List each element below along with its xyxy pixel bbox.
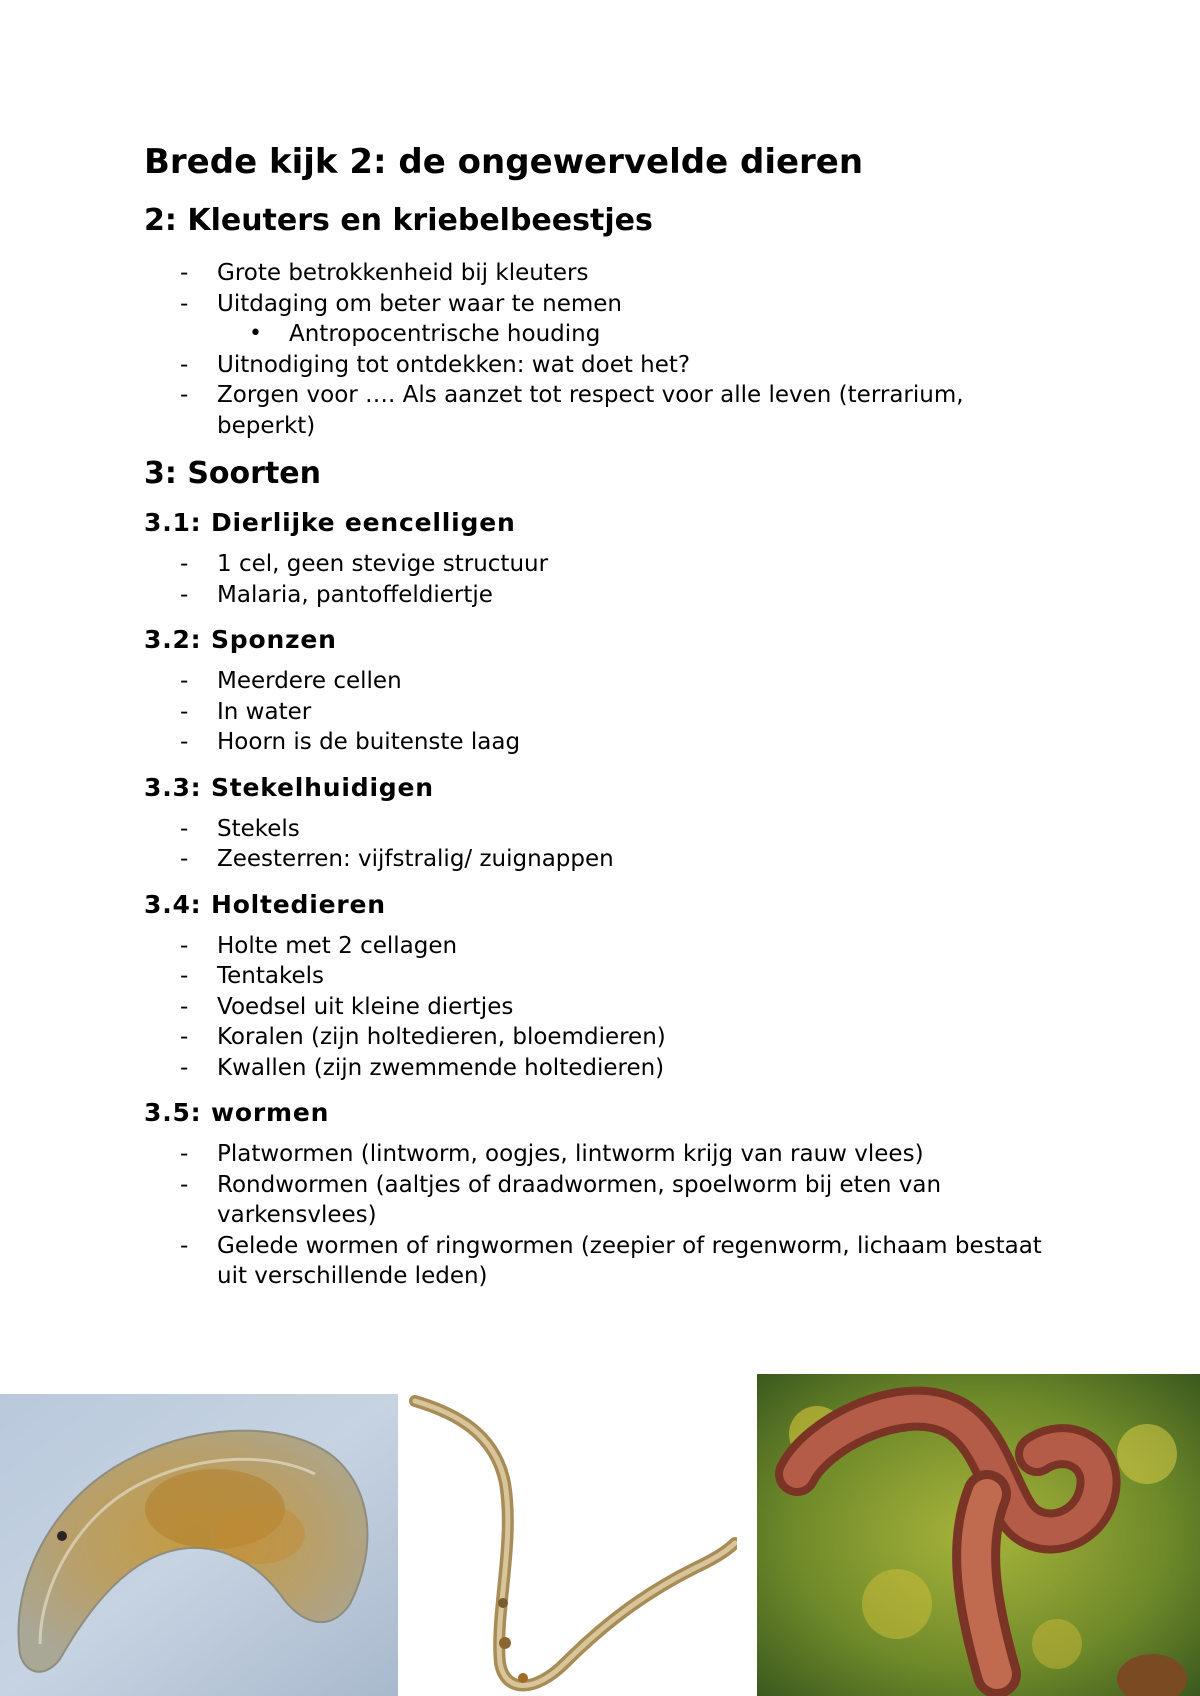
list-item: - Grote betrokkenheid bij kleuters — [144, 258, 1044, 289]
roundworm-photo — [405, 1393, 737, 1696]
list-item: - Holte met 2 cellagen — [144, 931, 1044, 962]
list-item: - Voedsel uit kleine diertjes — [144, 992, 1044, 1023]
list-item: - Zeesterren: vijfstralig/ zuignappen — [144, 844, 1044, 875]
sub-list-item: • Antropocentrische houding — [217, 319, 1044, 350]
list-item: - Rondwormen (aaltjes of draadwormen, spoelworm bij eten van varkensvlees) — [144, 1170, 1044, 1231]
section-3-heading: 3: Soorten — [144, 456, 321, 491]
list-item: - Gelede wormen of ringwormen (zeepier of regenworm, lichaam bestaat uit verschillende leden) — [144, 1231, 1044, 1292]
list-item: - Stekels — [144, 814, 1044, 845]
section-3-5-heading: 3.5: wormen — [144, 1098, 330, 1127]
flatworm-photo — [0, 1394, 398, 1696]
section-3-5-list — [144, 1139, 1044, 1292]
list-item: - Kwallen (zijn zwemmende holtedieren) — [144, 1053, 1044, 1084]
list-item: - Koralen (zijn holtedieren, bloemdieren) — [144, 1022, 1044, 1053]
list-item: - In water — [144, 697, 1044, 728]
section-3-4-list — [144, 931, 1044, 1084]
section-3-1-heading: 3.1: Dierlijke eencelligen — [144, 508, 516, 537]
list-item: - Tentakels — [144, 961, 1044, 992]
section-2-list — [144, 258, 1044, 441]
document-body — [144, 138, 1044, 1304]
sub-list — [217, 319, 1044, 350]
document-title: Brede kijk 2: de ongewervelde dieren — [144, 142, 864, 182]
section-3-3-heading: 3.3: Stekelhuidigen — [144, 772, 434, 802]
section-3-2-heading: 3.2: Sponzen — [144, 625, 337, 654]
list-item: - Zorgen voor …. Als aanzet tot respect voor alle leven (terrarium, beperkt) — [144, 380, 1044, 441]
list-item — [144, 289, 1044, 350]
earthworm-photo — [757, 1374, 1200, 1696]
list-item: - Malaria, pantoffeldiertje — [144, 580, 1044, 611]
section-3-2-list — [144, 666, 1044, 758]
list-item: - Platwormen (lintworm, oogjes, lintworm krijg van rauw vlees) — [144, 1139, 1044, 1170]
list-item: - 1 cel, geen stevige structuur — [144, 549, 1044, 580]
section-3-3-list — [144, 814, 1044, 875]
list-item: - Uitnodiging tot ontdekken: wat doet het? — [144, 350, 1044, 381]
list-item: - Meerdere cellen — [144, 666, 1044, 697]
list-item: - Hoorn is de buitenste laag — [144, 727, 1044, 758]
list-item-text: Uitdaging om beter waar te nemen — [217, 290, 622, 317]
section-3-4-heading: 3.4: Holtedieren — [144, 889, 386, 919]
section-3-1-list — [144, 549, 1044, 610]
section-2-heading: 2: Kleuters en kriebelbeestjes — [144, 203, 653, 238]
